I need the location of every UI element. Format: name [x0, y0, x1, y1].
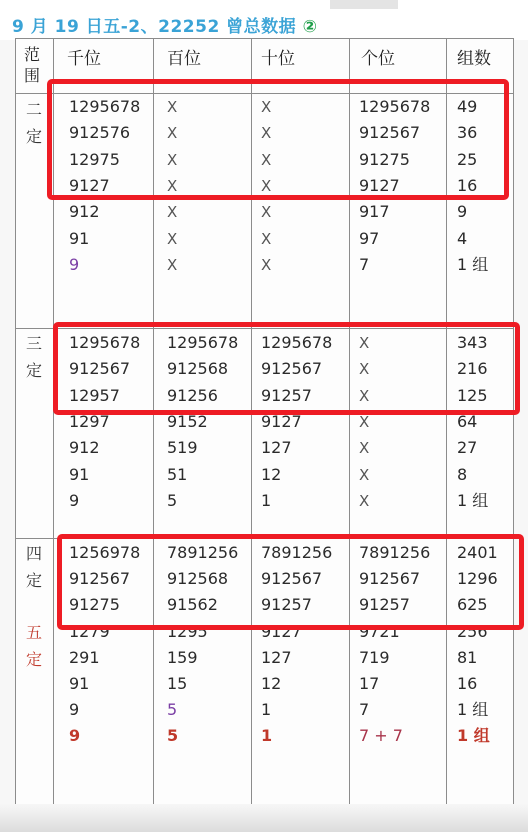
table-cell: 9127	[261, 621, 302, 641]
table-cell: 49	[457, 97, 478, 116]
table-cell: 719	[359, 647, 390, 667]
table-cell: 1295678	[167, 333, 239, 352]
table-border-right	[513, 38, 514, 818]
table-cell: 256	[457, 621, 488, 641]
table-cell: X	[167, 203, 178, 222]
range-label: 定	[25, 361, 42, 380]
table-cell: 12	[261, 674, 282, 693]
table-cell: 9	[69, 726, 81, 746]
table-cell: 17	[359, 674, 380, 693]
table-cell: X	[261, 176, 272, 195]
table-border-left	[15, 38, 16, 818]
table-cell: 91275	[359, 149, 410, 169]
table-cell: 216	[457, 359, 488, 379]
range-label: 四	[25, 544, 42, 563]
table-cell: 91257	[359, 595, 410, 615]
table-cell: X	[167, 124, 178, 143]
table-cell: X	[359, 412, 370, 431]
table-cell: X	[167, 98, 178, 116]
table-cell: 1 组	[457, 726, 490, 746]
header-range: 范围	[24, 45, 41, 85]
table-cell: 1296	[457, 569, 498, 589]
table-cell: 4	[457, 228, 468, 248]
header-tens: 十位	[261, 49, 295, 69]
table-cell: 7	[359, 700, 370, 720]
table-cell: X	[261, 124, 272, 143]
table-cell: X	[261, 203, 272, 222]
table-cell: 25	[457, 149, 478, 169]
table-cell: 64	[457, 411, 478, 431]
header-group-count: 组数	[457, 49, 491, 69]
table-cell: X	[167, 229, 178, 248]
table-cell: 1	[261, 726, 273, 746]
table-cell: 912	[69, 438, 100, 458]
table-cell: 1297	[69, 411, 110, 431]
table-cell: 91	[69, 674, 90, 693]
table-border-top	[15, 38, 514, 39]
scroll-indicator[interactable]	[330, 0, 398, 9]
page-title	[12, 12, 318, 37]
table-cell: 91275	[69, 595, 120, 615]
table-cell: 9	[457, 202, 468, 222]
table-cell: 9	[69, 254, 80, 274]
title-text: 9 月 19 日五-2、22252 曾总数据	[12, 17, 297, 37]
range-label: 三	[25, 334, 42, 353]
table-cell: 81	[457, 647, 478, 667]
table-cell: 9	[69, 490, 80, 510]
table-cell: 1 组	[457, 254, 489, 274]
table-cell: 1295678	[261, 333, 333, 352]
range-label: 定	[25, 127, 42, 146]
table-cell: 91	[69, 228, 90, 248]
table-cell: 9127	[69, 175, 110, 195]
table-cell: 625	[457, 595, 488, 615]
table-cell: 1	[261, 700, 272, 720]
table-cell: 912567	[359, 569, 421, 589]
header-units: 个位	[361, 49, 395, 69]
table-cell: 291	[69, 647, 100, 667]
table-cell: X	[359, 465, 370, 484]
table-cell: 91257	[261, 595, 312, 615]
table-cell: 1 组	[457, 490, 489, 510]
table-cell: 912	[69, 202, 100, 222]
table-cell: 12	[261, 464, 282, 484]
table-cell: 27	[457, 438, 478, 458]
table-cell: 97	[359, 228, 380, 248]
title-circled-number: ②	[302, 17, 318, 37]
range-label: 定	[25, 650, 42, 669]
table-cell: 9127	[359, 175, 400, 195]
highlight-box	[57, 534, 524, 630]
table-cell: 912576	[69, 123, 131, 143]
table-cell: 7891256	[167, 543, 239, 562]
table-cell: 1295	[167, 621, 208, 641]
table-cell: 1295678	[69, 333, 141, 352]
table-cell: 36	[457, 123, 478, 143]
table-cell: 9	[69, 700, 80, 720]
highlight-box	[53, 322, 520, 415]
table-cell: 91	[69, 464, 90, 484]
range-label: 定	[25, 571, 42, 590]
table-cell: 91257	[261, 385, 312, 405]
table-cell: 5	[167, 726, 179, 746]
table-cell: 1295678	[69, 97, 141, 116]
table-cell: 912567	[261, 359, 323, 379]
table-cell: X	[261, 255, 272, 274]
table-cell: 912567	[261, 569, 323, 589]
table-cell: X	[359, 360, 370, 379]
table-cell: 912568	[167, 569, 229, 589]
table-cell: 7891256	[359, 543, 431, 562]
table-cell: X	[359, 491, 370, 510]
table-cell: 7	[359, 254, 370, 274]
table-cell: 12975	[69, 149, 120, 169]
table-cell: 159	[167, 647, 198, 667]
table-cell: 5	[167, 700, 178, 720]
table-cell: 1256978	[69, 543, 141, 562]
table-cell: 9127	[261, 411, 302, 431]
table-cell: 912567	[359, 123, 421, 143]
table-cell: 16	[457, 175, 478, 195]
table-cell: 8	[457, 464, 468, 484]
table-cell: 1295678	[359, 97, 431, 116]
table-cell: 1 组	[457, 700, 489, 720]
table-cell: 51	[167, 464, 188, 484]
table-cell: 9721	[359, 621, 400, 641]
table-cell: 1	[261, 490, 272, 510]
table-cell: 15	[167, 674, 188, 693]
table-cell: 125	[457, 385, 488, 405]
table-cell: X	[359, 439, 370, 458]
table-cell: X	[359, 334, 370, 352]
table-cell: 912568	[167, 359, 229, 379]
table-cell: 12957	[69, 385, 120, 405]
header-thousands: 千位	[67, 49, 101, 69]
table-cell: 519	[167, 438, 198, 458]
table-cell: 5	[167, 490, 178, 510]
range-label: 五	[25, 623, 42, 642]
table-cell: X	[167, 150, 178, 169]
table-cell: 9152	[167, 411, 208, 431]
table-cell: X	[261, 229, 272, 248]
table-cell: 7891256	[261, 543, 333, 562]
table-cell: 91562	[167, 595, 218, 615]
table-cell: 912567	[69, 359, 131, 379]
table-cell: X	[261, 98, 272, 116]
table-cell: 912567	[69, 569, 131, 589]
range-label: 二	[25, 100, 42, 119]
table-cell: 91256	[167, 385, 218, 405]
table-cell: X	[167, 176, 178, 195]
table-cell: 917	[359, 202, 390, 222]
header-hundreds: 百位	[167, 49, 201, 69]
table-cell: 343	[457, 333, 488, 352]
bottom-fade	[0, 804, 528, 832]
table-cell: 7 + 7	[359, 726, 403, 746]
table-cell: 127	[261, 438, 292, 458]
table-cell: 16	[457, 674, 478, 693]
table-cell: 1279	[69, 621, 110, 641]
table-cell: 127	[261, 647, 292, 667]
table-cell: 2401	[457, 543, 498, 562]
table-cell: X	[167, 255, 178, 274]
table-cell: X	[261, 150, 272, 169]
table-cell: X	[359, 386, 370, 405]
highlight-box	[47, 79, 509, 200]
